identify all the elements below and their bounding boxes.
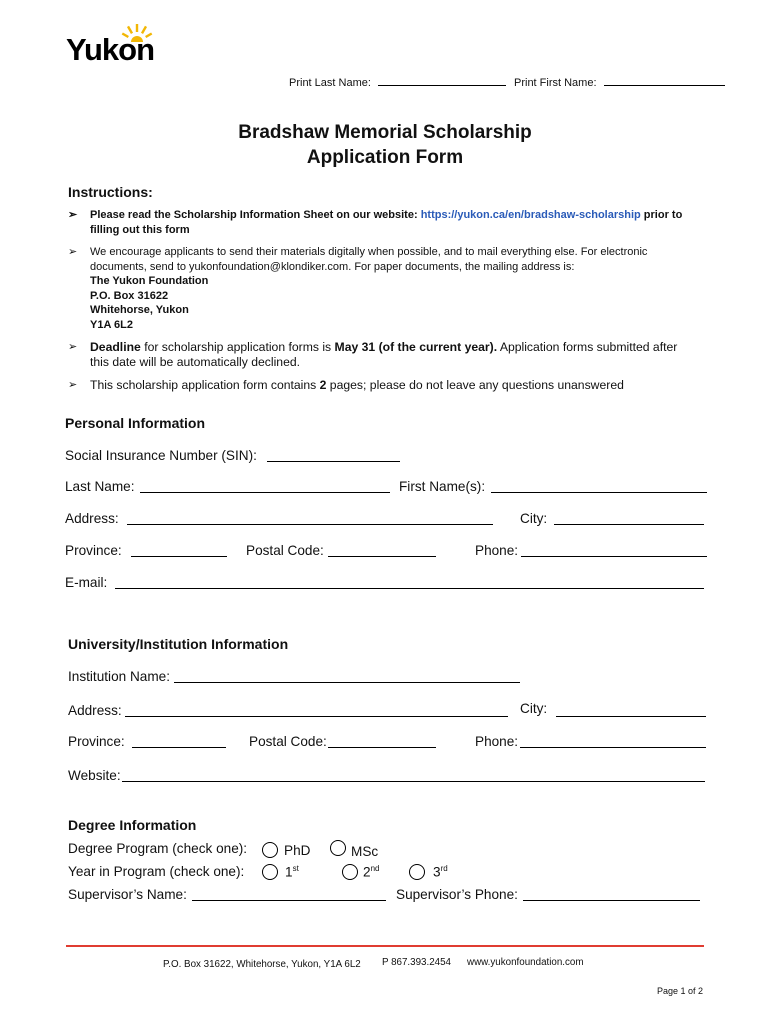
degree-program-label: Degree Program (check one): xyxy=(68,841,248,856)
province-label: Province: xyxy=(65,543,122,558)
supervisor-phone-input[interactable] xyxy=(523,900,700,901)
radio-phd[interactable] xyxy=(262,842,278,858)
radio-msc[interactable] xyxy=(330,840,346,856)
last-name-input[interactable] xyxy=(140,492,390,493)
arrow-bullet-icon: ➢ xyxy=(68,209,78,221)
first-name-label: First Name(s): xyxy=(399,479,486,494)
institution-city-input[interactable] xyxy=(556,716,706,717)
instructions-list xyxy=(68,208,698,401)
print-first-name-line[interactable] xyxy=(604,85,725,86)
instructions-heading: Instructions: xyxy=(68,184,153,200)
personal-info-heading: Personal Information xyxy=(65,415,206,431)
institution-postal-label: Postal Code: xyxy=(249,734,327,749)
instruction-item: ➢ This scholarship application form contains 2 pages; please do not leave any questions unanswered xyxy=(68,378,624,392)
supervisor-name-input[interactable] xyxy=(192,900,386,901)
year-program-label: Year in Program (check one): xyxy=(68,864,245,879)
print-last-name-label: Print Last Name: xyxy=(289,77,371,89)
supervisor-row xyxy=(68,887,768,907)
supervisor-phone-label: Supervisor’s Phone: xyxy=(396,887,518,902)
institution-city-label: City: xyxy=(520,701,548,716)
sin-input[interactable] xyxy=(267,461,400,462)
phone-label: Phone: xyxy=(475,543,519,558)
address-input[interactable] xyxy=(127,524,493,525)
institution-postal-input[interactable] xyxy=(328,747,436,748)
institution-address-input[interactable] xyxy=(125,716,508,717)
website-label: Website: xyxy=(68,768,121,783)
city-label: City: xyxy=(520,511,548,526)
institution-address-row xyxy=(68,703,768,723)
institution-name-input[interactable] xyxy=(174,682,520,683)
province-input[interactable] xyxy=(131,556,227,557)
degree-program-row xyxy=(68,841,768,863)
first-name-input[interactable] xyxy=(491,492,707,493)
form-title: Bradshaw Memorial Scholarship Application Form xyxy=(238,122,532,168)
institution-province-label: Province: xyxy=(68,734,125,749)
footer-web: www.yukonfoundation.com xyxy=(467,957,584,968)
year-3-label: 3rd xyxy=(433,864,448,880)
institution-province-row xyxy=(68,734,768,754)
province-row xyxy=(65,543,765,563)
sin-row xyxy=(65,448,765,468)
radio-year-1[interactable] xyxy=(262,864,278,880)
instruction-item: ➢ We encourage applicants to send their materials digitally when possible, and to mail everything else. For electronic documents, send to yukonfoundation@klondiker.com. For paper documents, the mailing address is: The Yukon Foundation P.O. Box 31622 Whitehorse, Yukon Y1A 6L2 xyxy=(68,246,648,331)
city-input[interactable] xyxy=(554,524,704,525)
print-last-name-line[interactable] xyxy=(378,85,506,86)
phd-label: PhD xyxy=(284,843,311,858)
instruction-item: ➢ Please read the Scholarship Information Sheet on our website: https://yukon.ca/en/bradshaw-scholarship prior to filling out this form xyxy=(68,209,683,236)
address-label: Address: xyxy=(65,511,119,526)
institution-name-label: Institution Name: xyxy=(68,669,170,684)
print-last-name-field xyxy=(289,77,506,89)
address-row xyxy=(65,511,765,531)
arrow-bullet-icon: ➢ xyxy=(68,341,78,353)
degree-info-heading: Degree Information xyxy=(68,817,197,833)
institution-province-input[interactable] xyxy=(132,747,226,748)
footer-phone: P 867.393.2454 xyxy=(382,957,452,968)
institution-phone-label: Phone: xyxy=(475,734,519,749)
footer-divider xyxy=(66,945,704,947)
phone-input[interactable] xyxy=(521,556,707,557)
year-2-label: 2nd xyxy=(363,864,380,880)
instruction-item: ➢ Deadline for scholarship application forms is May 31 (of the current year). Application forms submitted after this date will be automatically declined. xyxy=(68,340,678,369)
email-input[interactable] xyxy=(115,588,704,589)
institution-phone-input[interactable] xyxy=(520,747,706,748)
last-name-label: Last Name: xyxy=(65,479,135,494)
postal-code-input[interactable] xyxy=(328,556,436,557)
radio-year-3[interactable] xyxy=(409,864,425,880)
year-1-label: 1st xyxy=(285,864,299,880)
sin-label: Social Insurance Number (SIN): xyxy=(65,448,257,463)
website-input[interactable] xyxy=(122,781,705,782)
supervisor-name-label: Supervisor’s Name: xyxy=(68,887,187,902)
email-row xyxy=(65,575,765,595)
arrow-bullet-icon: ➢ xyxy=(68,246,78,258)
email-label: E-mail: xyxy=(65,575,108,590)
name-row xyxy=(65,479,765,499)
institution-name-row xyxy=(68,669,768,689)
print-first-name-label: Print First Name: xyxy=(514,77,597,89)
postal-code-label: Postal Code: xyxy=(246,543,324,558)
website-row xyxy=(68,768,768,788)
print-first-name-field xyxy=(514,77,725,89)
arrow-bullet-icon: ➢ xyxy=(68,379,78,391)
footer-address: P.O. Box 31622, Whitehorse, Yukon, Y1A 6L2 xyxy=(163,959,361,970)
year-program-row xyxy=(68,864,768,886)
institution-info-heading: University/Institution Information xyxy=(68,636,289,652)
logo-wordmark: Yukon xyxy=(66,32,155,67)
page-number: Page 1 of 2 xyxy=(657,986,704,996)
institution-address-label: Address: xyxy=(68,703,122,718)
msc-label: MSc xyxy=(351,844,379,859)
radio-year-2[interactable] xyxy=(342,864,358,880)
scholarship-link[interactable]: https://yukon.ca/en/bradshaw-scholarship xyxy=(420,209,641,221)
